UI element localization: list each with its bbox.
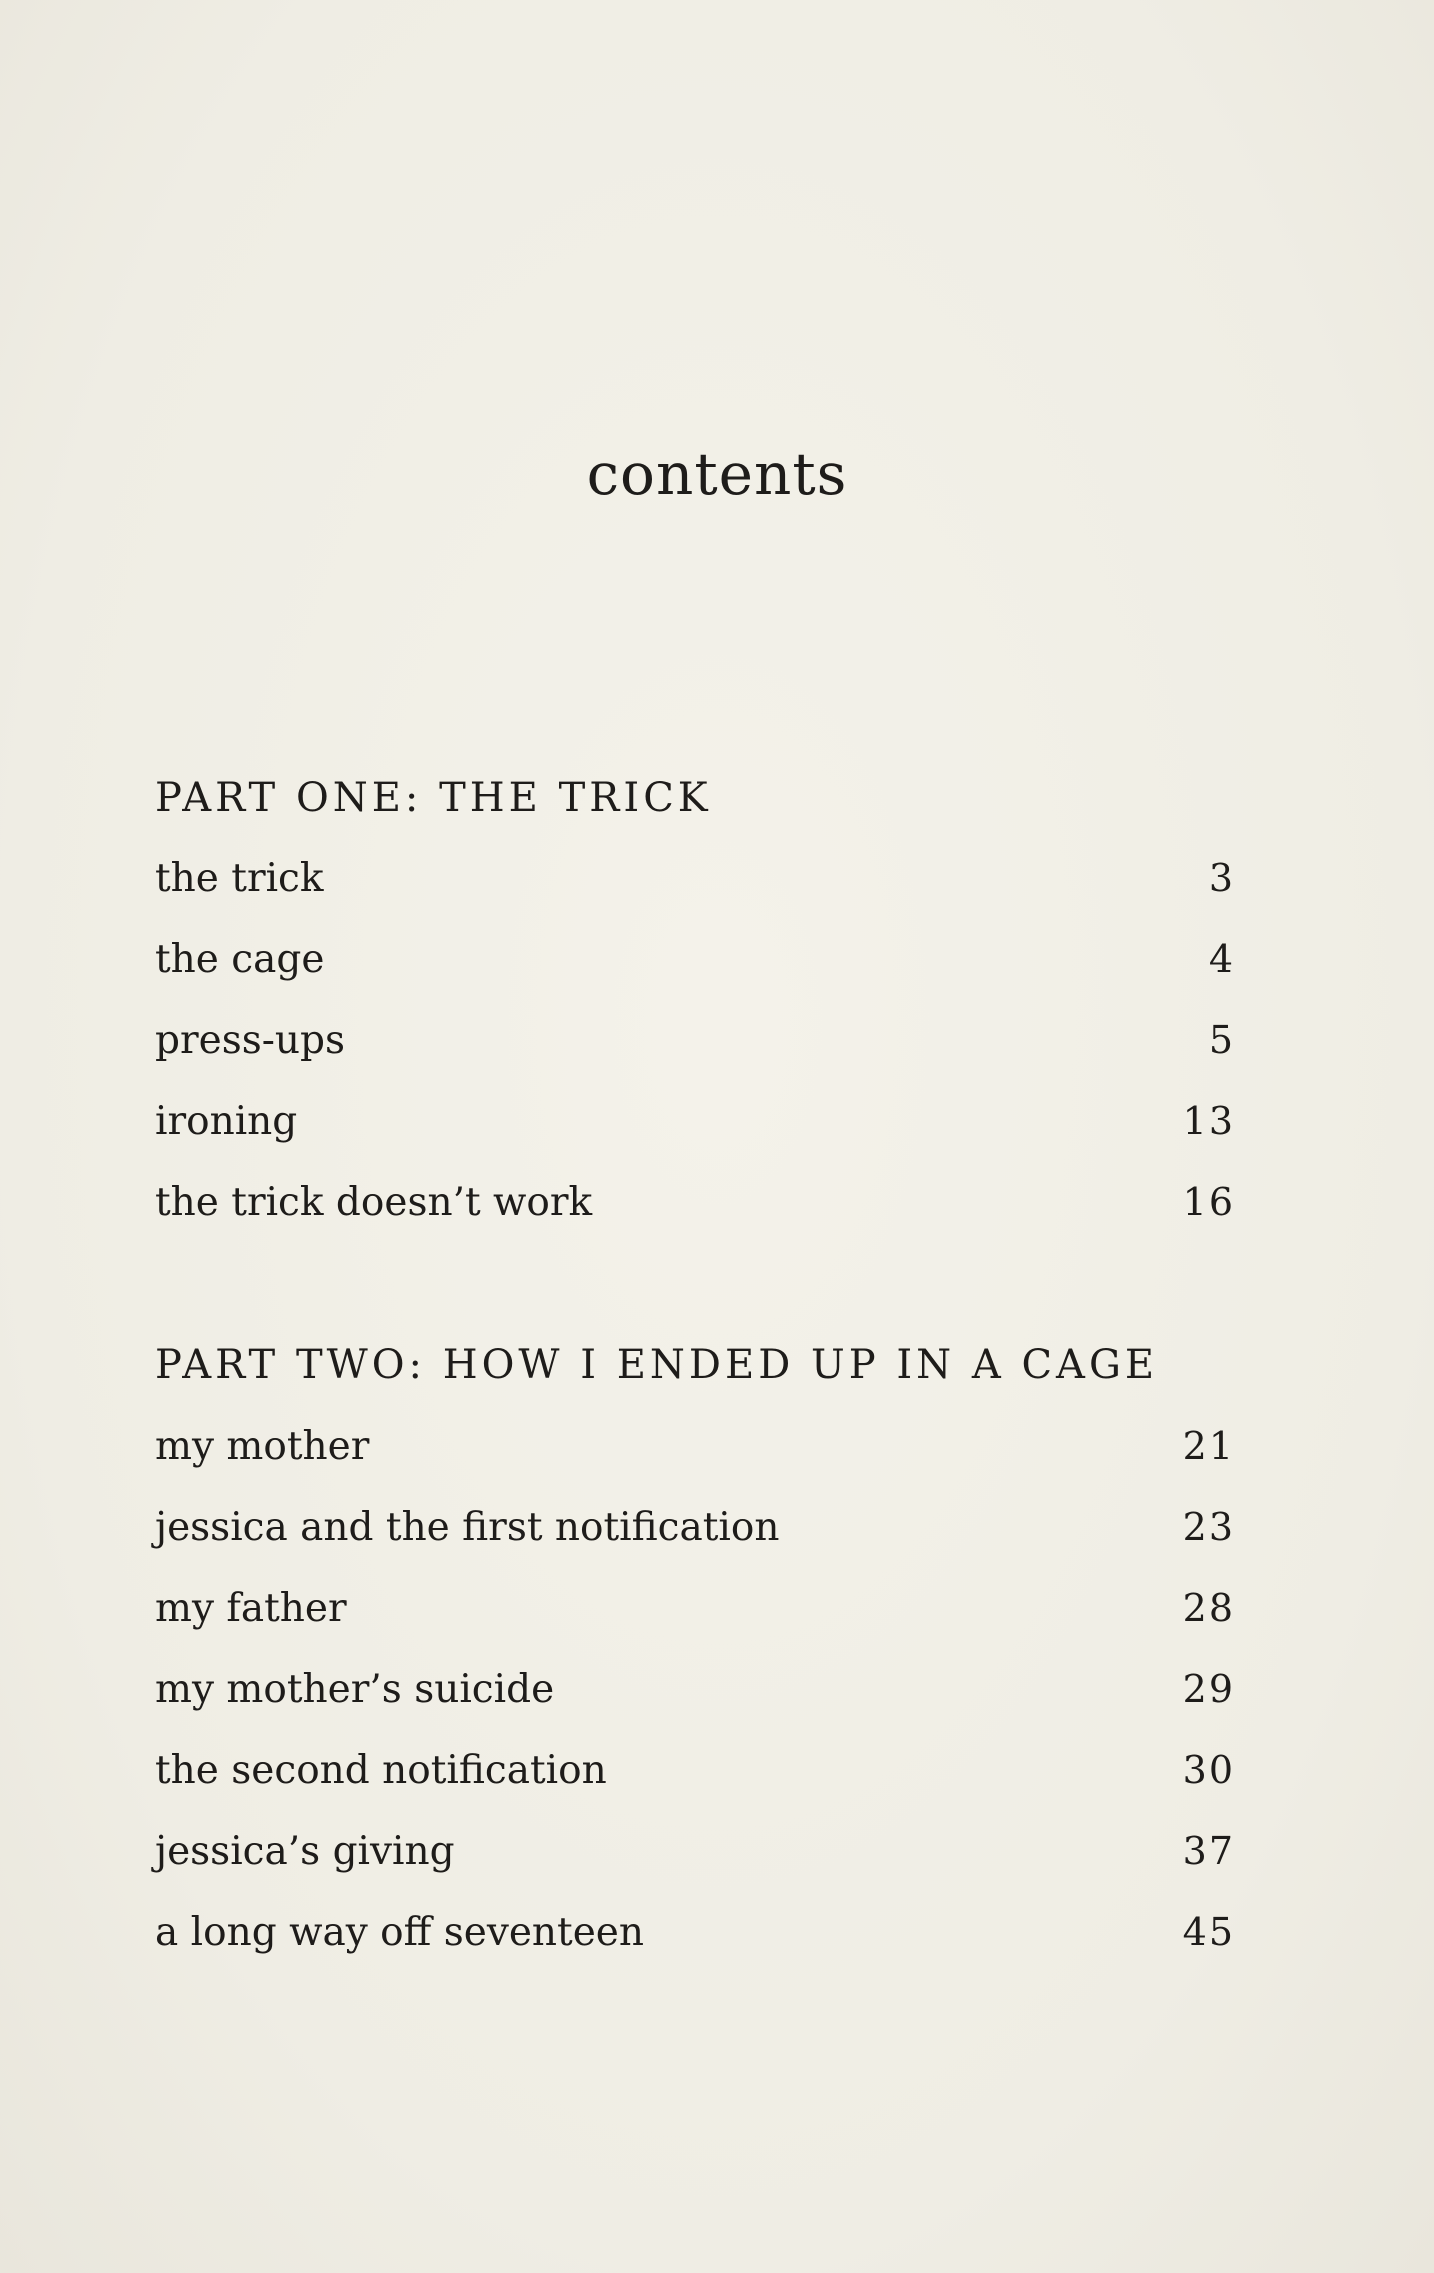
entry-title: jessica’s giving	[155, 1829, 455, 1874]
part-one-heading: PART ONE: THE TRICK	[155, 775, 712, 821]
toc-entry	[155, 1180, 1235, 1240]
entry-title: a long way off seventeen	[155, 1910, 645, 1955]
toc-entry	[155, 1586, 1235, 1646]
toc-entry	[155, 1099, 1235, 1159]
entry-title: jessica and the first notification	[155, 1505, 780, 1550]
entry-page-number: 13	[1182, 1099, 1235, 1143]
page-title: contents	[586, 440, 848, 508]
toc-entry	[155, 1505, 1235, 1565]
entry-title: ironing	[155, 1099, 298, 1144]
entry-page-number: 21	[1182, 1424, 1235, 1468]
entry-page-number: 16	[1182, 1180, 1235, 1224]
toc-entry	[155, 937, 1235, 997]
toc-entry	[155, 856, 1235, 916]
entry-title: the trick doesn’t work	[155, 1180, 593, 1225]
entry-page-number: 4	[1208, 937, 1235, 981]
entry-page-number: 5	[1208, 1018, 1235, 1062]
part-two-heading: PART TWO: HOW I ENDED UP IN A CAGE	[155, 1342, 1159, 1388]
toc-entry	[155, 1424, 1235, 1484]
toc-entry	[155, 1748, 1235, 1808]
entry-page-number: 29	[1182, 1667, 1235, 1711]
entry-page-number: 37	[1182, 1829, 1235, 1873]
toc-entry	[155, 1667, 1235, 1727]
entry-page-number: 3	[1208, 856, 1235, 900]
entry-title: the cage	[155, 937, 325, 982]
entry-page-number: 30	[1182, 1748, 1235, 1792]
entry-title: my father	[155, 1586, 347, 1631]
toc-entry	[155, 1018, 1235, 1078]
entry-page-number: 23	[1182, 1505, 1235, 1549]
entry-title: my mother’s suicide	[155, 1667, 555, 1712]
entry-title: the second notification	[155, 1748, 607, 1793]
entry-page-number: 28	[1182, 1586, 1235, 1630]
toc-entry	[155, 1829, 1235, 1889]
entry-title: the trick	[155, 856, 324, 901]
entry-title: my mother	[155, 1424, 370, 1469]
entry-page-number: 45	[1182, 1910, 1235, 1954]
toc-entry	[155, 1910, 1235, 1970]
entry-title: press-ups	[155, 1018, 345, 1063]
